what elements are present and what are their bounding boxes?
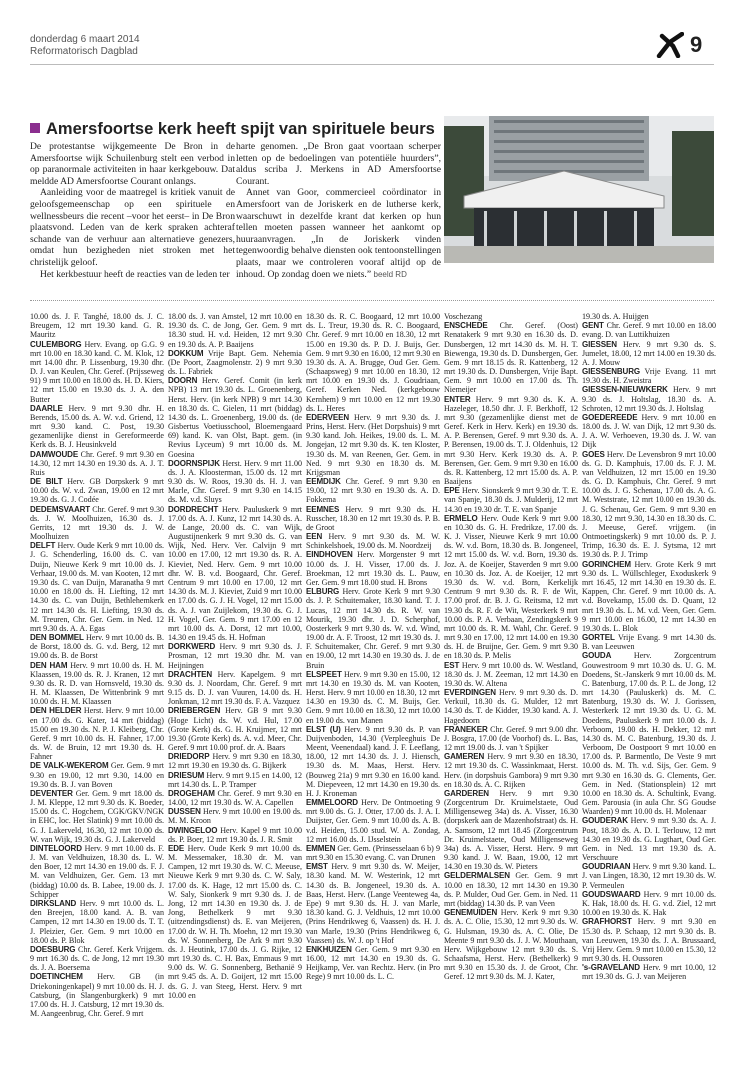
service-details: Chr. Geref. 9 mrt 9.30 ds. J. W. Moolhuizen, 16.30 ds. J. Gerrits, 12 mrt 19.30 ds. J. W. Moolhuizen bbox=[30, 504, 164, 542]
listing-column bbox=[306, 312, 440, 1062]
service-details: Vrije Bapt. Gem. Nehemia (De Poort, Zaagmolenstr. 2) 9 mrt 9.30 ds. L. Fabriek bbox=[168, 348, 302, 377]
listing-entry bbox=[444, 688, 578, 725]
place-name: ELST (U) bbox=[306, 724, 341, 734]
place-name: GORTEL bbox=[582, 633, 615, 643]
service-details: Ger. Gem. 9 mrt 18.00 ds. J. M. Kleppe, 12 mrt 9.30 ds. K. Boeder, 15.00 ds. C. Hogchem, CGK/GKV/NGK in EHC, loc. Het Slatink) 9 mrt 10.00 ds. G. J. Lakerveld, 16.30, 12 mrt 10.00 ds. W. van Wijk, 19.30 ds. G. J. Lakerveld bbox=[30, 788, 164, 844]
listing-entry bbox=[30, 945, 164, 973]
headline-square-marker bbox=[30, 123, 40, 133]
page-header bbox=[30, 34, 140, 58]
place-name: DEDEMSVAART bbox=[30, 504, 91, 514]
service-details: Herst. Herv. 9 mrt 11.00 ds. J. A. Kloosterman, 15.00 ds. 12 mrt 9.30 ds. W. Roos, 19.30 ds. H. J. van Marle, Chr. Geref. 9 mrt 9.30 en 14.15 ds. M. v.d. Sluys bbox=[168, 458, 302, 505]
place-name: EDE bbox=[168, 843, 185, 853]
header-date: donderdag 6 maart 2014 bbox=[30, 34, 140, 45]
section-divider bbox=[30, 300, 714, 301]
listing-entry bbox=[30, 541, 164, 633]
listing-entry bbox=[30, 450, 164, 478]
place-name: GIESSENBURG bbox=[582, 367, 641, 377]
service-details: Herv. Kapel 9 mrt 10.00 ds. P. Boer, 12 mrt 19.30 ds. J. R. Smit bbox=[168, 825, 302, 844]
service-details: Chr. Geref. 9 mrt 9.30 en 14.00, 12 mrt 19.30 ds. W. A. Capellen bbox=[168, 788, 302, 808]
article-paragraph: Aanleiding voor de maatregel is kritiek vanuit de geloofsgemeenschap op een spirituele en wellnessbeurs die recent –voor het eerst– in De Bron plaatsvond. Leden van de kerk spraken achteraf schande van de verhuur aan alternatieve genezers, omdat hun bezigheden niet stroken met het christelijk geloof. bbox=[30, 187, 235, 268]
photo-credit: beeld RD bbox=[373, 269, 407, 279]
service-details: Herv. 9 mrt 9.30 en 18.30, 12 mrt 19.30 ds. C. Wassinkmaat, Herst. Herv. (in dorpshuis Gambora) 9 mrt 9.30 en 18.30 ds. A. C. Rijken bbox=[444, 752, 578, 789]
service-details: Herv. Morgenster 9 mrt 10.00 ds. J. H. Visser, 17.00 ds. J. Broekman, 12 mrt 19.30 ds. L. Pauw, Ger. Gem. 9 mrt 18.00 stud. H. Brons bbox=[306, 550, 440, 587]
listing-entry bbox=[582, 816, 716, 862]
listing-entry bbox=[306, 312, 440, 413]
place-name: GIESSEN-NIEUWKERK bbox=[582, 385, 668, 395]
listing-entry bbox=[168, 771, 302, 789]
service-details: Herv. 9 mrt 9.30 (Zorgcentrum Dr. Kruimelstaete, Oud Milligenseweg 34a) ds. A. Visser, 16.30 (dorpskerk aan de Mazenhofstraat) ds. H. A. Samsom, 12 mrt 18.45 (Zorgcentrum Dr. Kruimelstaete, Oud Milligenseweg 34a) ds. A. Visser, Herst. Herv. 9 mrt 9.30 kand. J. W. Baan, 19.00, 12 mrt 14.30 en 19.30 ds. W. Pieters bbox=[444, 788, 578, 872]
place-name: ENSCHEDE bbox=[444, 321, 488, 331]
place-name: GOUDA bbox=[582, 651, 612, 661]
listing-entry bbox=[30, 404, 164, 450]
service-details: Herv. 9 mrt 9.30 ds. A. J. Post, 18.30 ds. A. D. I. Terlouw, 12 mrt 14.30 en 19.30 ds. G. Lugthart, Oud Ger. Gem. in Ned. 13 mrt 19.30 ds. A. Verschuure bbox=[582, 816, 716, 863]
header-publication: Reformatorisch Dagblad bbox=[30, 46, 138, 57]
place-name: GARDEREN bbox=[444, 788, 489, 798]
service-details: Ger. Gem. (Prinsesselaan 6 b) 9 mrt 9.30 en 15.30 evang. C. van Drunen bbox=[306, 843, 440, 863]
listing-entry bbox=[30, 477, 164, 505]
listing-entry bbox=[30, 972, 164, 1018]
article-paragraph: Annet van Goor, commercieel coördinator in Amersfoort van de Joriskerk en de lutherse kerk, waarschuwt in dezelfde krant dat kerken op hun tellen moeten passen wanneer het aankomt op huuraanvragen. „In de Joriskerk vinden tegenwoordig behalve diensten ook tentoonstellingen plaats, maar we controleren vooraf altijd op de inhoud. Op zondag doen we niets.” beeld RD bbox=[236, 187, 441, 280]
listing-entry bbox=[582, 963, 716, 981]
listing-entry bbox=[444, 871, 578, 908]
place-name: DRACHTEN bbox=[168, 669, 213, 679]
service-details: Herv. 9 mrt 9.30 kand. L. J. van Lingen, 18.30, 12 mrt 19.30 ds. W. P. Vermeulen bbox=[582, 862, 716, 890]
listing-entry bbox=[306, 798, 440, 844]
service-details: Herv. 9 mrt 10.00 ds. B. de Borst, 18.00 ds. G. v.d. Berg, 12 mrt 19.00 ds. B. de Borst bbox=[30, 633, 164, 661]
listing-entry bbox=[168, 752, 302, 770]
listing-entry bbox=[582, 450, 716, 560]
service-details: Herv. 9 mrt 9.30 ds. M. W. Schinkelshoek, 19.00 ds. M. Noordzeij bbox=[306, 532, 440, 551]
listing-entry bbox=[168, 706, 302, 752]
listing-entry bbox=[306, 670, 440, 725]
service-details: Herv. De Levensbron 9 mrt 10.00 ds. G. D. Kamphuis, 17.00 ds. F. J. M. van Veldhuizen, 12 mrt 15.00 en 19.30 ds. G. D. Kamphuis, Chr. Geref. 9 mrt 10.00 ds. J. G. Schenau, 17.00 ds. A. G. M. Weststrate, 12 mrt 10.00 en 19.30 ds. J. G. Schenau, Ger. Gem. 9 mrt 9.30 en 18.30, 12 mrt 9.30, 14.30 en 18.30 ds. C. J. Meeuse, Geref. vrijgem. (in Ontmoetingskerk) 9 mrt 10.00 ds. P. J. Trimp, 16.30 ds. E. J. Sytsma, 12 mrt 19.30 ds. P. J. Trimp bbox=[582, 449, 716, 560]
service-details: Herv. Oude Kerk 9 mrt 10.00 ds. M. Messemaker, 18.30 dr. M. van Campen, 12 mrt 19.30 ds. W. C. Meeuse, Nieuwe Kerk 9 mrt 9.30 ds. C. W. Saly, 17.00 ds. K. Hage, 12 mrt 15.00 ds. C. W. Saly, Sionkerk 9 mrt 9.30 ds. J. de Jong, 12 mrt 14.30 en 19.30 ds. J. de Jong, Bethelkerk 9 mrt 9.30 (uitzendingsdienst) ds. E. van Meijeren, 17.00 dr. W. H. Th. Moehn, 12 mrt 19.30 ds. W. Sonnenberg, De Ark 9 mrt 9.30 ds. J. Heutink, 17.00 ds. J. G. Rijke, 12 mrt 19.30 ds. C. H. Bax, Emmaus 9 mrt 9.00 ds. W. G. Sonnenberg, Bethanië 9 mrt 9.45 ds. A. D. Goijert, 12 mrt 15.00 ds. G. J. van Steeg, Herst. Herv. 9 mrt 10.00 en bbox=[168, 843, 302, 1000]
listing-entry bbox=[168, 505, 302, 643]
service-details: Herv. 9 mrt 10.00 en 19.00 ds. M. M. Kroon bbox=[168, 807, 302, 826]
service-details: Herv. Geref. Comit (in kerk NPB) 13 mrt 19.30 ds. L. Groenenberg, Herst. Herv. (in kerk NPB) 9 mrt 14.30 en 18.30 ds. C. Gielen, 11 mrt (biddag) 14.30 ds. L. Groenenberg, 19.00 ds. (de Gisbertus Voetiusschool, Bloemengaard 69) kand. K. van Olst, Bapt. gem. (in Revius Lyceum) 9 mrt 10.00 ds. M. Goesina bbox=[168, 376, 302, 459]
service-details: Herv. 9 mrt 9.30 ds. W. Meijer, 18.30 kand. M. W. Westerink, 12 mrt 14.30 ds. B. Jongeneel, 19.30 ds. A. Baas, Herst. Herv. (Lange Veenteweg 4a, Epe) 9 mrt 9.30 ds. H. J. van Marle, 18.30 kand. G. J. Veldhuis, 12 mrt 10.00 (Prins Hendrikweg 6, Vaassen) ds. H. J. van Marle, 19.30 (Prins Hendrikweg 6, Vaassen) ds. W. J. op 't Hof bbox=[306, 862, 440, 945]
service-details: Herv. 9 mrt 9.15 en 14.00, 12 mrt 14.30 ds. L. P. Tramper bbox=[168, 770, 302, 789]
service-details: Ger. Gem. 9 mrt 10.00 en 18.30, 12 mrt 14.30 en 19.30 ds. P. Mulder, Oud Ger. Gem. in Ned. 11 mrt (biddag) 14.30 ds. P. van Veen bbox=[444, 871, 578, 908]
place-name: DOKKUM bbox=[168, 348, 204, 358]
place-name: DINTELOORD bbox=[30, 843, 82, 853]
service-details: Ger. Gem. 9 mrt 9.30 en 19.00, 12 mrt 9.30, 14.00 en 19.30 ds. B. J. van Boven bbox=[30, 761, 164, 789]
listing-entry bbox=[306, 587, 440, 670]
service-details: Chr. Geref. (Oost) Renatakerk 9 mrt 9.30 en 16.30 ds. D. Dunsbergen, 12 mrt 14.30 ds. M. H. T. Biewenga, 19.30 ds. D. Dunsbergen, Ger. Gem. 9 mrt 18.15 ds. R. Kattenberg, 12 mrt 19.30 ds. D. Dunsbergen, Vrije Bapt. Gem. 9 mrt 10.00 en 17.00 ds. Th. Niemeijer bbox=[444, 321, 578, 395]
service-details: Herv. 9 mrt 9.30 dhr. H. Berends, 15.00 ds. A. W. v.d. Griend, 12 mrt 9.30 kand. C. Post, 19.30 gezamenlijke dienst in Gereformeerde Kerk ds. B. J. Heusinkveld bbox=[30, 403, 164, 450]
listing-entry bbox=[582, 312, 716, 321]
listing-entry bbox=[306, 532, 440, 550]
listing-entry bbox=[168, 642, 302, 670]
service-details: Herv. 9 mrt 9.30 en 15.30 ds. P. Schaap, 12 mrt 9.30 ds. B. van Leeuwen, 19.30 ds. J. A. Brussaard, Vrij Herv. Gem. 9 mrt 10.00 en 15.30, 12 mrt 9.30 ds. H. Oussoren bbox=[582, 917, 716, 964]
place-name: DE VALK-WEKEROM bbox=[30, 761, 109, 771]
listing-entry bbox=[306, 477, 440, 505]
service-details: 18.30 ds. R. C. Boogaard, 12 mrt 10.00 ds. L. Treur, 19.30 ds. R. C. Boogaard, Chr. Geref. 9 mrt 10.00 en 18.30, 12 mrt 15.00 en 19.30 ds. P. D. J. Buijs, Ger. Gem. 9 mrt 9.30 en 16.00, 12 mrt 9.30 en 19.30 ds. A. A. Brugge, Oud Ger. Gem. (Schaapsweg) 9 mrt 10.00 en 18.30, 12 mrt 10.00 en 19.30 ds. J. Goudriaan, Geref. Kerken Ned. (kerkgebouw Kernhem) 9 mrt 10.00 en 12 mrt 19.30 ds. L. Heres bbox=[306, 312, 440, 413]
service-details: Herv. 9 mrt 9.30 ds. J. Prins, Herst. Herv. (Het Dorpshuis) 9 mrt 9.30 kand. Joh. Heikes, 19.00 ds. L. M. Jongejan, 12 mrt 9.30 ds. K. ten Kloster, 19.30 ds. M. van Reenen, Ger. Gem. in Ned. 9 mrt 9.30 en 18.30 ds. M. Krijgsman bbox=[306, 412, 440, 477]
listing-entry bbox=[444, 395, 578, 487]
listing-entry bbox=[168, 376, 302, 459]
service-details: Herv. 9 mrt 9.30 en 15.00, 12 mrt 14.30 en 19.30 ds. M. van Kooten, Herst. Herv. 9 mrt 10.00 en 18.30, 12 mrt 14.30 en 19.30 ds. C. M. Buijs, Ger. Gem. 9 mrt 10.00 en 18.30, 12 mrt 10.00 en 19.00 ds. van Manen bbox=[306, 669, 440, 725]
listing-entry bbox=[582, 413, 716, 450]
place-name: DOETINCHEM bbox=[30, 972, 83, 982]
listing-entry bbox=[30, 706, 164, 761]
listing-entry bbox=[582, 633, 716, 651]
service-details: Herv. 9 mrt 10.00 ds. W. Westland, 18.30 ds. J. M. Zeeman, 12 mrt 14.30 en 19.30 ds. W. Altena bbox=[444, 660, 578, 688]
listing-column bbox=[30, 312, 164, 1062]
newspaper-logo-icon bbox=[656, 32, 684, 58]
listing-entry bbox=[30, 899, 164, 945]
service-details: Herv. GB 9 mrt 9.30 (Hoge Licht) ds. W. v.d. Hul, 17.00 (Grote Kerk) ds. G. H. Kruijmer, 12 mrt 19.30 (Grote Kerk) ds. A. v.d. Meer, Chr. Geref. 9 mrt 10.00 prof. dr. A. Baars bbox=[168, 706, 302, 753]
place-name: ELBURG bbox=[306, 587, 340, 597]
listing-entry bbox=[444, 725, 578, 753]
service-details: Herv. 9 mrt 9.30 ds. D. Verkuil, 18.30 ds. G. Mulder, 12 mrt 14.30 ds. T. de Kidder, 19.30 kand. A. J. Hagedoorn bbox=[444, 688, 578, 725]
service-details: Voschezang bbox=[444, 312, 483, 321]
service-details: 18.00 ds. J. van Amstel, 12 mrt 10.00 en 19.30 ds. C. de Jong, Ger. Gem. 9 mrt 18.30 stud. H. v.d. Heiden, 12 mrt 9.30 en 19.30 ds. A. P. Baaijens bbox=[168, 312, 302, 349]
place-name: EDERVEEN bbox=[306, 412, 350, 422]
service-details: Herv. 9 mrt 10.00 en 18.00 ds. J. W. van Dijk, 12 mrt 9.30 ds. J. A. W. Verhoeven, 19.30 ds. J. W. van Dijk bbox=[582, 412, 716, 450]
place-name: DEN HAM bbox=[30, 660, 68, 670]
article-paragraph: Het kerkbestuur heeft de reacties van de leden ter bbox=[40, 268, 230, 280]
service-details: Herv. GB Dorpskerk 9 mrt 10.00 ds. W. v.d. Zwan, 19.00 en 12 mrt 19.30 ds. G. J. Codée bbox=[30, 477, 164, 505]
place-name: DEN BOMMEL bbox=[30, 633, 84, 643]
service-details: Herv. Pauluskerk 9 mrt 17.00 ds. A. J. Kunz, 12 mrt 14.30 ds. A. de Lange, 20.00 ds. C. van Wijk, Augustijnenkerk 9 mrt 9.30 ds. G. van Wijk, Ned. Herv. Ver. Calvijn 9 mrt 10.00 en 17.00, 12 mrt 19.30 ds. R. A. Kieviet, Ned. Herv. Gem. 9 mrt 10.00 dhr. W. B. v.d. Boogaard, Chr. Geref. Centrum 9 mrt 10.00 en 17.00, 12 mrt 14.30 ds. M. J. Kieviet, Zuid 9 mrt 10.00 en 17.00 ds. G. J. H. Vogel, 12 mrt 15.00 ds. A. J. van Zuijlekom, 19.30 ds. G. J. H. Vogel, Ger. Gem. 9 mrt 17.00 en 12 mrt 10.00 ds. A. Dorst, 12 mrt 10.00, 14.30 en 19.45 ds. H. Hofman bbox=[168, 504, 302, 643]
listing-entry bbox=[30, 844, 164, 899]
listing-entry bbox=[444, 661, 578, 689]
place-name: DELFT bbox=[30, 541, 56, 551]
service-details: Herv. 9 mrt 9.30 ds. P. van Duijvenboden, 14.30 (Verpleeghuis De Meent, Veenendaal) kand. J. F. Leeflang, 18.00, 12 mrt 14.30 ds. J. J. Hiensch, 19.30 ds. M. Maas, Herst. Herv. (Bouweg 21a) 9 mrt 9.30 en 16.00 kand. M. Diepeveen, 12 mrt 14.30 en 19.30 ds. H. J. Kroneman bbox=[306, 724, 440, 798]
place-name: DORKWERD bbox=[168, 642, 216, 652]
listing-entry bbox=[582, 651, 716, 816]
listing-entry bbox=[168, 826, 302, 844]
listing-entry bbox=[30, 340, 164, 404]
place-name: GENT bbox=[582, 321, 604, 331]
service-details: Chr. Geref. 9 mrt 9.30 en 19.00, 12 mrt 9.30 en 19.30 ds. A. D. Fokkema bbox=[306, 477, 440, 505]
service-details: Vrije Evang. 11 mrt 19.30 ds. H. Zweistra bbox=[582, 367, 716, 386]
service-details: Chr. Geref. Kerk Vrijgem. 9 mrt 16.30 ds. C. de Jong, 12 mrt 19.30 ds. J. A. Boersema bbox=[30, 944, 164, 973]
service-details: Herv. 9 mrt 10.00, 12 mrt 19.30 ds. G. J. van Meijeren bbox=[582, 963, 716, 982]
place-name: GOUDRIAAN bbox=[582, 862, 631, 872]
place-name: ELSPEET bbox=[306, 669, 342, 679]
service-details: Herv. De Ontmoeting 9 mrt 9.00 ds. G. J. Otter, 17.00 ds. J. A. I. Duijster, Ger. Gem. 9 mrt 10.00 ds. A. B. v.d. Heiden, 15.00 stud. W. A. Zondag, 12 mrt 16.00 ds. J. IJsselstein bbox=[306, 798, 440, 844]
listing-entry bbox=[444, 908, 578, 981]
place-name: CULEMBORG bbox=[30, 339, 82, 349]
place-name: EST bbox=[444, 660, 460, 670]
article-headline bbox=[30, 120, 440, 139]
place-name: DUSSEN bbox=[168, 807, 201, 817]
listing-entry bbox=[306, 945, 440, 982]
service-details: Herv. 9 mrt 9.30 ds. S. Jumelet, 18.00, 12 mrt 14.00 en 19.30 ds. A. J. Mouw bbox=[582, 339, 716, 367]
place-name: GOUDSWAARD bbox=[582, 889, 641, 899]
place-name: DOORNSPIJK bbox=[168, 458, 220, 468]
service-details: Herv. 9 mrt 9.30 ds. H. Russcher, 18.30 en 12 mrt 19.30 ds. P. B. de Groot bbox=[306, 504, 440, 532]
listing-entry bbox=[582, 340, 716, 368]
place-name: DWINGELOO bbox=[168, 825, 218, 835]
header-rule bbox=[30, 64, 714, 65]
service-details: Ger. Gem. 9 mrt 9.30 en 16.00, 12 mrt 14.30 en 19.30 ds. G. Heijkamp, Ver. van Rechtz. Herv. (in Pro Rege) 9 mrt 10.00 ds. L. C. bbox=[306, 944, 440, 982]
listing-entry bbox=[30, 761, 164, 789]
service-details: 10.00 ds. J. F. Tanghé, 18.00 ds. J. C. Breugem, 12 mrt 19.30 kand. G. R. Mauritz bbox=[30, 312, 164, 340]
place-name: DAARLE bbox=[30, 403, 63, 413]
place-name: GENEMUIDEN bbox=[444, 908, 498, 918]
article-paragraph: harte genomen. „De Bron gaat voortaan scherper letten op de bedoelingen van potentiële huurders”, aldus scriba J. Merkens in AD Amersfoortse Courant. bbox=[236, 141, 441, 187]
place-name: EVERDINGEN bbox=[444, 688, 496, 698]
article-title: Amersfoortse kerk heeft spijt van spirituele beurs bbox=[46, 120, 435, 138]
place-name: EMMEN bbox=[306, 843, 336, 853]
service-details: Herv. Oude Kerk 9 mrt 10.00 ds. J. G. Schenderling, 16.00 ds. C. van Duijn, Nieuwe Kerk 9 mrt 10.00 ds. J. Verhaar, 19.00 ds. M. van Kooten, 12 mrt 19.30 ds. C. van Duijn, Maranatha 9 mrt 10.00 en 18.00 ds. H. Liefting, 12 mrt 14.30 ds. C. van Duijn, Bethlehemkerk 12 mrt 14.30 ds. H. Liefting, 19.30 ds. M. Treuren, Chr. Ger. Gem. in Ned. 12 mrt 9.30 ds. A. A. Egas bbox=[30, 541, 164, 633]
place-name: GORINCHEM bbox=[582, 559, 631, 569]
service-details: Herv. Evang. op G.G. 9 mrt 10.00 en 18.30 kand. C. M. Klok, 12 mrt 14.00 dhr. P. Lissenburg, 19.30 dhr. D. J. van Keulen, Chr. Geref. (Prijsseweg 91) 9 mrt 10.00 en 18.00 ds. H. D. Kiers, 12 mrt 15.00 en 19.30 ds. J. A. den Butter bbox=[30, 339, 164, 404]
place-name: ENKHUIZEN bbox=[306, 944, 352, 954]
place-name: EMMELOORD bbox=[306, 798, 358, 808]
service-details: Herst. Herv. 9 mrt 10.00 en 17.00 ds. G. Kater, 14 mrt (biddag) 15.00 en 19.30 ds. N. P. J. Kleiberg, Chr. Geref. 9 mrt 10.00 ds. H. Fahner, 17.00 ds. W. de Bruin, 12 mrt 19.30 ds. H. Fahner bbox=[30, 706, 164, 762]
service-details: Herv. 9 mrt 10.00 ds. L. den Breejen, 18.00 kand. A. B. van Campen, 12 mrt 14.30 en 19.00 ds. T. T. J. Pleizier, Ger. Gem. 9 mrt 10.00 en 18.00 ds. P. Blok bbox=[30, 899, 164, 945]
service-details: Herv. Sionskerk 9 mrt 9.30 dr. T. E. van Spanje, 18.30 ds. J. Mulderij, 12 mrt 14.30 en 19.30 dr. T. E. van Spanje bbox=[444, 486, 578, 514]
place-name: DIRKSLAND bbox=[30, 899, 77, 908]
place-name: DOESBURG bbox=[30, 944, 76, 954]
place-name: GOEDEREEDE bbox=[582, 412, 638, 422]
listing-entry bbox=[444, 486, 578, 514]
place-name: GOES bbox=[582, 449, 605, 459]
listing-entry bbox=[306, 725, 440, 798]
service-details: Herv. Oude Kerk 9 mrt 9.00 en 10.30 ds. G. H. Fredrikze, 17.00 ds. K. J. Visser, Nieuwe Kerk 9 mrt 10.00 ds. W. v.d. Born, 18.30 ds. B. Jongeneel, 12 mrt 15.00 ds. W. v.d. Born, 19.30 ds. Joz. A. de Koeijer, Staverden 9 mrt 9.00 en 10.30 ds. Joz. A. de Koeijer, 12 mrt 19.30 ds. W. v.d. Born, Kerkelijk Centrum 9 mrt 9.30 ds. R. F. de Wit, 17.00 prof. dr. B. J. G. Reitsma, 12 mrt 19.30 ds. R. F. de Wit, Westerkerk 9 mrt 10.00 ds. P. A. Verbaan, Zendingskerk 9 mrt 10.00 ds. R. M. Wahl, Chr. Geref. 9 mrt 9.30 en 17.00, 12 mrt 14.00 en 19.30 ds. H. de Bruijne, Ger. Gem. 9 mrt 9.30 en 18.30 ds. P. Melis bbox=[444, 513, 578, 661]
place-name: EINDHOVEN bbox=[306, 550, 353, 560]
listing-entry bbox=[306, 844, 440, 862]
service-details: Herv. Kapelgem. 9 mrt 9.30 ds. J. Noordam, Chr. Geref. 9 mrt 9.15 ds. D. J. van Vuuren, 14.00 ds. H. Jonkman, 12 mrt 19.30 ds. F. A. Vazquez bbox=[168, 669, 302, 707]
place-name: GOUDERAK bbox=[582, 816, 628, 826]
listing-entry bbox=[582, 385, 716, 413]
service-details: Herv. 9 mrt 10.00 ds. H. M. Klaassen, 19.00 ds. R. J. Kranen, 12 mrt 9.30 ds. R. D. van Hornsveld, 19.30 ds. H. M. Klaassen, De Wittenbrink 9 mrt 10.00 ds. H. M. Klaassen bbox=[30, 660, 164, 707]
listing-entry bbox=[30, 505, 164, 542]
listing-entry bbox=[168, 670, 302, 707]
listing-column bbox=[444, 312, 578, 1062]
article-column-1 bbox=[30, 141, 235, 280]
page-number: 9 bbox=[690, 32, 703, 57]
listing-entry bbox=[168, 807, 302, 825]
listing-entry bbox=[30, 633, 164, 661]
listing-entry bbox=[168, 844, 302, 1000]
place-name: ERMELO bbox=[444, 513, 478, 523]
listing-column bbox=[582, 312, 716, 1062]
service-details: Vrije Evang. 9 mrt 14.30 ds. B. van Leeuwen bbox=[582, 633, 716, 652]
place-name: DRIESUM bbox=[168, 770, 205, 780]
service-details: Herv. Grote Kerk 9 mrt 9.30 ds. J. P. Schuitemaker, 18.30 kand. T. J. Lucas, 12 mrt 14.30 ds. R. W. van Mourik, 19.30 dhr. J. D. Scherphof, Oosterkerk 9 mrt 9.30 ds. W. v.d. Wind, 19.00 dr. A. F. Troost, 12 mrt 19.30 ds. J. F. Schuitemaker, Chr. Geref. 9 mrt 9.30 en 19.00, 12 mrt 14.30 en 19.30 ds. J. de Bruin bbox=[306, 587, 440, 670]
listing-entry bbox=[444, 752, 578, 789]
listing-entry bbox=[444, 514, 578, 661]
service-details: Herv. 9 mrt 9.30 ds. J. Holtslag, 18.30 ds. A. Schroten, 12 mrt 19.30 ds. J. Holtslag bbox=[582, 385, 716, 413]
place-name: GIESSEN bbox=[582, 339, 617, 349]
listing-entry bbox=[168, 312, 302, 349]
listing-entry bbox=[582, 321, 716, 339]
place-name: GAMEREN bbox=[444, 752, 485, 762]
service-details: Herv. Zorgcentrum Gouwestroom 9 mrt 10.30 ds. U. G. M. Doedens, St.-Janskerk 9 mrt 10.00 ds. M. C. Batenburg, 17.00 ds. P. L. de Jong, 12 mrt 14.30 (Pauluskerk) ds. M. C. Batenburg, 19.30 ds. W. J. Gorissen, Westerkerk 12 mrt 19.30 ds. U. G. M. Doedens, Pauluskerk 9 mrt 10.00 ds. J. Verboom, 19.00 ds. H. Dekker, 12 mrt 14.30 ds. M. C. Batenburg, 19.30 ds. J. Verboom, De Oostpoort 9 mrt 10.00 en 17.00 ds. P. Barmentlo, De Veste 9 mrt 10.00 ds. M. Th. v.d. Sijs, Ger. Gem. 9 mrt 9.30 en 16.30 ds. G. Clements, Ger. Gem. in Ned. (Stationsplein) 12 mrt 10.00 en 18.30 ds. A. Schultink, Evang. Gem. Parousia (in aula Chr. SG Goudse Waarden) 9 mrt 10.00 ds. H. Molenaar bbox=[582, 651, 716, 817]
place-name: EEMDIJK bbox=[306, 477, 341, 487]
place-name: DORDRECHT bbox=[168, 504, 219, 514]
place-name: EEMNES bbox=[306, 504, 340, 514]
listing-entry bbox=[168, 459, 302, 505]
place-name: GRAFHORST bbox=[582, 917, 632, 927]
service-details: Herv. Grote Kerk 9 mrt 9.30 ds. L. Wüllschleger, Exoduskerk 9 mrt 16.45, 12 mrt 14.30 en 19.30 ds. E. Kappen, Chr. Geref. 9 mrt 10.00 ds. A. v.d. Bovekamp, 15.00 ds. D. Quant, 12 mrt 19.30 ds. L. M. v.d. Veen, Ger. Gem. 9 mrt 10.00 en 16.00, 12 mrt 14.30 en 19.30 ds. L. Blok bbox=[582, 559, 716, 633]
service-details: Herv. 9 mrt 9.30 ds. J. Prosman, 12 mrt 19.30 dhr. M. van Heijningen bbox=[168, 642, 302, 670]
place-name: DEVENTER bbox=[30, 788, 73, 798]
service-details: Herv. Kerk 9 mrt 9.30 ds. A. C. Olie, 15.30, 12 mrt 9.30 ds. W. G. Hulsman, 19.30 ds. A. C. Olie, De Meente 9 mrt 9.30 ds. J. J. W. Mouthaan, Herv. Wijkgebouw 12 mrt 9.30 ds. S. Schaafsma, Herst. Herv. (Bethelkerk) 9 mrt 9.30 en 15.30 ds. J. de Groot, Chr. Geref. 12 mrt 9.30 ds. M. J. Kater, bbox=[444, 908, 578, 982]
listing-entry bbox=[168, 789, 302, 807]
listing-entry bbox=[30, 661, 164, 707]
article-paragraph: De protestantse wijkgemeente De Bron in de Amersfoortse wijk Schuilenburg stelt een verbod in op paranormale activiteiten in haar kerkgebouw. Dat meldde AD Amersfoortse Courant onlangs. bbox=[30, 141, 235, 187]
place-name: DRIEBERGEN bbox=[168, 706, 221, 716]
listing-entry bbox=[444, 321, 578, 394]
service-details: Herv. 9 mrt 10.00 ds. F. J. M. van Veldhuizen, 18.30 ds. L. W. den Boer, 12 mrt 14.30 en 19.00 ds. F. J. M. van Veldhuizen, Ger. Gem. 13 mrt (biddag) 10.00 ds. B. Labee, 19.00 ds. J. Schipper bbox=[30, 843, 164, 899]
place-name: DEN HELDER bbox=[30, 706, 82, 716]
article-column-2 bbox=[236, 141, 441, 280]
listing-entry bbox=[444, 312, 578, 321]
listing-column bbox=[168, 312, 302, 1062]
place-name: ENTER bbox=[444, 394, 471, 404]
listing-entry bbox=[444, 789, 578, 872]
service-details: Chr. Geref. 9 mrt 9.30 en 14.30, 12 mrt 14.30 en 19.30 ds. A. J. T. Ruis bbox=[30, 449, 164, 477]
service-details: Herv. 9 mrt 10.00 ds. K. Hak, 18.00 ds. H. G. v.d. Ziel, 12 mrt 10.00 en 19.30 ds. K. Hak bbox=[582, 889, 716, 918]
listing-entry bbox=[582, 367, 716, 385]
listing-entry bbox=[582, 890, 716, 918]
listing-entry bbox=[168, 349, 302, 377]
listing-entry bbox=[306, 862, 440, 945]
service-details: Chr. Geref. 9 mrt 10.00 en 18.00 evang. D. van Luttikhuizen bbox=[582, 321, 716, 340]
listing-entry bbox=[582, 560, 716, 633]
listing-entry bbox=[306, 413, 440, 477]
place-name: 's-GRAVELAND bbox=[582, 963, 640, 973]
listing-entry bbox=[582, 862, 716, 890]
service-details: Chr. Geref. 9 mrt 9.00 dhr. J. Bosgra, 17.00 (de Voorhof) ds. L. Bas, 12 mrt 19.00 ds. J. van 't Spijker bbox=[444, 724, 578, 753]
place-name: EEN bbox=[306, 532, 323, 542]
listing-entry bbox=[30, 789, 164, 844]
place-name: GELDERMALSEN bbox=[444, 871, 510, 881]
place-name: DE BILT bbox=[30, 477, 63, 487]
place-name: DOORN bbox=[168, 376, 198, 386]
place-name: EMST bbox=[306, 862, 328, 872]
place-name: DRIEDORP bbox=[168, 752, 210, 762]
listing-entry bbox=[582, 917, 716, 963]
church-building-image bbox=[444, 116, 714, 263]
listing-entry bbox=[306, 505, 440, 533]
place-name: EPE bbox=[444, 486, 460, 496]
service-details: Herv. 9 mrt 9.30 ds. K. A. Hazeleger, 18.50 dhr. J. F. Berkhoff, 12 mrt 9.30 (gezamenlijke dienst met de Geref. Kerk in Herv. Kerk) en 19.30 ds. A. P. Berensen, Geref. 9 mrt 9.30 ds. A. P. Berensen, 19.00 ds. T. J. Oldenhuis, 12 mrt 9.30 Herv. Kerk 19.30 ds. A. P. Berensen, Ger. Gem. 9 mrt 9.30 en 16.00 ds. R. Kattenberg, 12 mrt 15.00 ds. A. P. Baaijens bbox=[444, 394, 578, 487]
listing-entry bbox=[30, 312, 164, 340]
service-details: 19.30 ds. A. Huijgen bbox=[582, 312, 649, 321]
article-photo bbox=[444, 116, 714, 263]
listing-entry bbox=[306, 550, 440, 587]
service-details: Herv. GB (in Driekoningenkapel) 9 mrt 10.00 ds. H. J. Catsburg, (in Slangenburgkerk) 9 mrt 17.00 ds. H. J. Catsburg, 12 mrt 19.30 ds. M. Aangeenbrug, Chr. Geref. 9 mrt bbox=[30, 972, 164, 1019]
place-name: DROGEHAM bbox=[168, 788, 215, 798]
service-details: Herv. 9 mrt 9.30 en 18.30, 12 mrt 19.30 en 19.30 ds. G. Bijkerk bbox=[168, 752, 302, 771]
place-name: DAMWOUDE bbox=[30, 449, 79, 459]
place-name: FRANEKER bbox=[444, 724, 488, 734]
